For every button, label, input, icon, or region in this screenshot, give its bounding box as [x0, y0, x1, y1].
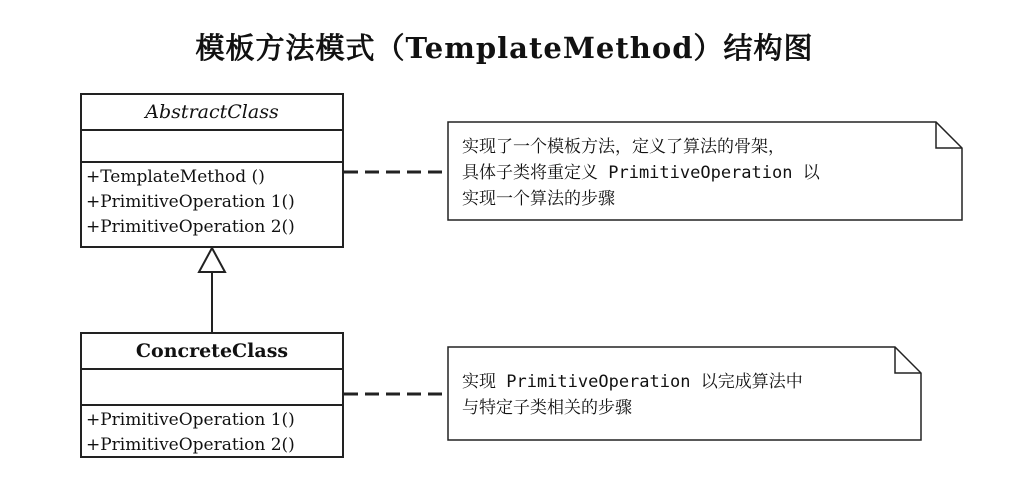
note-line: 实现一个算法的步骤 — [462, 189, 615, 209]
operation-primitive-1: +PrimitiveOperation 1() — [86, 192, 295, 212]
diagram-title: 模板方法模式（TemplateMethod）结构图 — [195, 31, 814, 65]
operation-primitive-2: +PrimitiveOperation 2() — [86, 217, 295, 237]
note-line: 与特定子类相关的步骤 — [462, 398, 632, 418]
abstract-class-attributes — [82, 131, 342, 163]
abstract-class-operations — [82, 163, 342, 240]
note-line: 具体子类将重定义 PrimitiveOperation 以 — [462, 163, 820, 183]
operation-primitive-1: +PrimitiveOperation 1() — [86, 410, 295, 430]
concrete-class-name: ConcreteClass — [82, 334, 342, 370]
inheritance-arrowhead — [199, 248, 225, 272]
concrete-class-operations — [82, 406, 342, 458]
abstract-class-box — [80, 93, 344, 248]
concrete-class-box — [80, 332, 344, 458]
note-concrete-class — [462, 369, 803, 421]
note-template-method — [462, 134, 820, 212]
operation-primitive-2: +PrimitiveOperation 2() — [86, 435, 295, 455]
operation-template-method: +TemplateMethod () — [86, 167, 265, 187]
concrete-class-attributes — [82, 370, 342, 406]
note-line: 实现了一个模板方法，定义了算法的骨架， — [462, 137, 785, 157]
note-line: 实现 PrimitiveOperation 以完成算法中 — [462, 372, 803, 392]
abstract-class-name: AbstractClass — [82, 95, 342, 131]
